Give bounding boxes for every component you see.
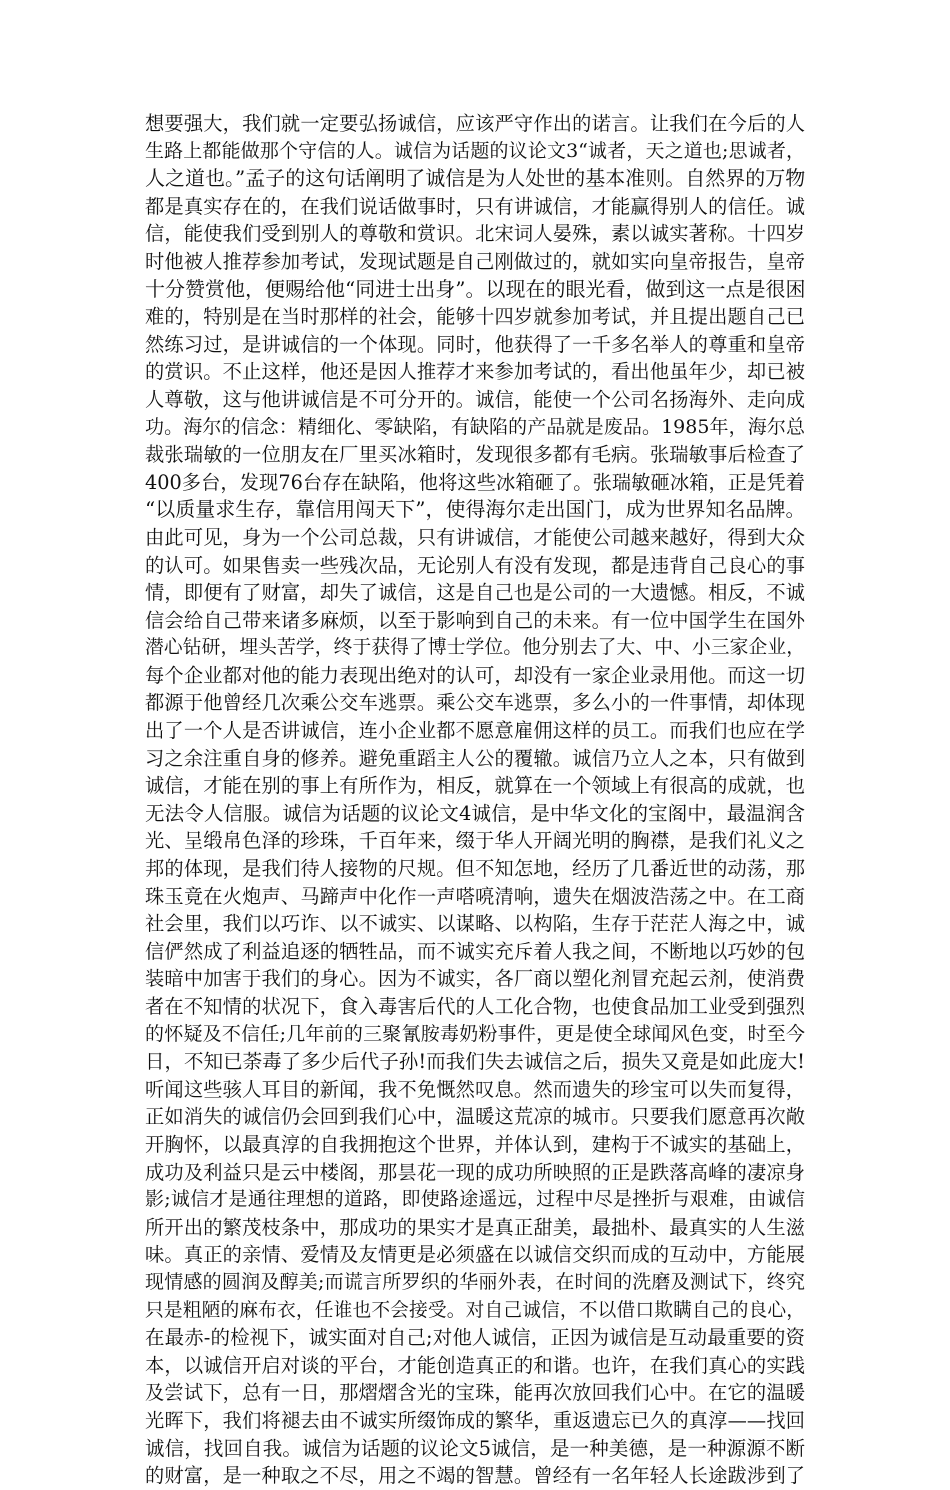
text-line: 诚信，才能在别的事上有所作为，相反，就算在一个领域上有很高的成就，也: [145, 774, 805, 798]
text-line: 本，以诚信开启对谈的平台，才能创造真正的和谐。也许，在我们真心的实践: [145, 1353, 805, 1377]
text-line: 诚信，找回自我。诚信为话题的议论文5诚信，是一种美德，是一种源源不断: [145, 1436, 805, 1460]
text-line: 及尝试下，总有一日，那熠熠含光的宝珠，能再次放回我们心中。在它的温暖: [145, 1381, 805, 1405]
text-line: 光晖下，我们将褪去由不诚实所缀饰成的繁华，重返遗忘已久的真淳——找回: [145, 1408, 805, 1432]
text-line: 难的，特别是在当时那样的社会，能够十四岁就参加考试，并且提出题自己已: [145, 305, 805, 329]
text-line: 情，即便有了财富，却失了诚信，这是自己也是公司的一大遗憾。相反，不诚: [145, 581, 805, 605]
text-line: 都源于他曾经几次乘公交车逃票。乘公交车逃票，多么小的一件事情，却体现: [145, 691, 805, 715]
text-line: 味。真正的亲情、爱情及友情更是必须盛在以诚信交织而成的互动中，方能展: [145, 1243, 805, 1267]
text-line: 者在不知情的状况下，食入毒害后代的人工化合物，也使食品加工业受到强烈: [145, 995, 805, 1018]
text-line: 现情感的圆润及醇美;而谎言所罗织的华丽外表，在时间的洗磨及测试下，终究: [145, 1270, 805, 1293]
text-line: 光、呈缎帛色泽的珍珠，千百年来，缀于华人开阔光明的胸襟，是我们礼义之: [145, 829, 805, 853]
text-line: 人之道也。”孟子的这句话阐明了诚信是为人处世的基本准则。自然界的万物: [145, 166, 805, 191]
text-line: 出了一个人是否讲诚信，连小企业都不愿意雇佣这样的员工。而我们也应在学: [145, 719, 805, 743]
text-line: 听闻这些骇人耳目的新闻，我不免慨然叹息。然而遗失的珍宝可以失而复得，: [145, 1077, 805, 1101]
text-line: 成功及利益只是云中楼阁，那昙花一现的成功所映照的正是跌落高峰的凄凉身: [145, 1160, 805, 1184]
text-line: 珠玉竟在火炮声、马蹄声中化作一声嗒喨清响，遗失在烟波浩荡之中。在工商: [145, 884, 805, 908]
text-line: 生路上都能做那个守信的人。诚信为话题的议论文3“诚者，天之道也;思诚者，: [145, 139, 805, 162]
text-line: 信，能使我们受到别人的尊敬和赏识。北宋词人晏殊，素以诚实著称。十四岁: [145, 222, 805, 246]
text-line: 的认可。如果售卖一些残次品，无论别人有没有发现，都是违背自己良心的事: [145, 553, 805, 577]
text-line: 习之余注重自身的修养。避免重蹈主人公的覆辙。诚信乃立人之本，只有做到: [145, 746, 805, 770]
text-line: 的赏识。不止这样，他还是因人推荐才来参加考试的，看出他虽年少，却已被: [145, 360, 805, 384]
text-line: 信俨然成了利益追逐的牺牲品，而不诚实充斥着人我之间，不断地以巧妙的包: [145, 939, 805, 963]
text-line: 正如消失的诚信仍会回到我们心中，温暖这荒凉的城市。只要我们愿意再次敞: [145, 1105, 805, 1129]
text-line: 时他被人推荐参加考试，发现试题是自己刚做过的，就如实向皇帝报告，皇帝: [145, 249, 805, 273]
text-line: 由此可见，身为一个公司总裁，只有讲诚信，才能使公司越来越好，得到大众: [145, 525, 805, 549]
text-line: 信会给自己带来诸多麻烦，以至于影响到自己的未来。有一位中国学生在国外: [145, 608, 805, 632]
text-line: “以质量求生存，靠信用闯天下”，使得海尔走出国门，成为世界知名品牌。: [145, 497, 805, 522]
text-line: 装暗中加害于我们的身心。因为不诚实，各厂商以塑化剂冒充起云剂，使消费: [145, 967, 805, 991]
text-line: 十分赞赏他，便赐给他“同进士出身”。以现在的眼光看，做到这一点是很困: [145, 276, 805, 301]
text-line: 无法令人信服。诚信为话题的议论文4诚信，是中华文化的宝阁中，最温润含: [145, 801, 805, 825]
text-line: 所开出的繁茂枝条中，那成功的果实才是真正甜美，最拙朴、最真实的人生滋: [145, 1215, 805, 1239]
text-line: 日，不知已荼毒了多少后代子孙!而我们失去诚信之后，损失又竟是如此庞大!: [145, 1050, 805, 1074]
text-line: 潜心钻研，埋头苦学，终于获得了博士学位。他分别去了大、中、小三家企业，: [145, 637, 805, 659]
text-line: 每个企业都对他的能力表现出绝对的认可，却没有一家企业录用他。而这一切: [145, 663, 805, 687]
text-line: 人尊敬，这与他讲诚信是不可分开的。诚信，能使一个公司名扬海外、走向成: [145, 387, 805, 411]
text-line: 开胸怀，以最真淳的自我拥抱这个世界，并体认到，建构于不诚实的基础上，: [145, 1132, 805, 1156]
text-line: 功。海尔的信念：精细化、零缺陷，有缺陷的产品就是废品。1985年，海尔总: [145, 415, 805, 438]
text-line: 的财富，是一种取之不尽，用之不竭的智慧。曾经有一名年轻人长途跋涉到了: [145, 1464, 805, 1488]
text-line: 裁张瑞敏的一位朋友在厂里买冰箱时，发现很多都有毛病。张瑞敏事后检查了: [145, 443, 805, 467]
text-line: 只是粗陋的麻布衣，任谁也不会接受。对自己诚信，不以借口欺瞒自己的良心，: [145, 1299, 805, 1321]
text-line: 想要强大，我们就一定要弘扬诚信，应该严守作出的诺言。让我们在今后的人: [145, 112, 805, 135]
text-line: 影;诚信才是通往理想的道路，即使路途遥远，过程中尽是挫折与艰难，由诚信: [145, 1188, 805, 1211]
text-line: 在最赤-的检视下，诚实面对自己;对他人诚信，正因为诚信是互动最重要的资: [145, 1326, 805, 1350]
text-line: 400多台，发现76台存在缺陷，他将这些冰箱砸了。张瑞敏砸冰箱，正是凭着: [145, 470, 805, 494]
text-line: 都是真实存在的，在我们说话做事时，只有讲诚信，才能赢得别人的信任。诚: [145, 194, 805, 218]
text-line: 社会里，我们以巧诈、以不诚实、以谋略、以构陷，生存于茫茫人海之中，诚: [145, 912, 805, 936]
text-line: 邦的体现，是我们待人接物的尺规。但不知怎地，经历了几番近世的动荡，那: [145, 857, 805, 881]
text-line: 然练习过，是讲诚信的一个体现。同时，他获得了一千多名举人的尊重和皇帝: [145, 332, 805, 356]
text-line: 的怀疑及不信任;几年前的三聚氰胺毒奶粉事件，更是使全球闻风色变，时至今: [145, 1022, 805, 1045]
body-text: [145, 110, 805, 1490]
